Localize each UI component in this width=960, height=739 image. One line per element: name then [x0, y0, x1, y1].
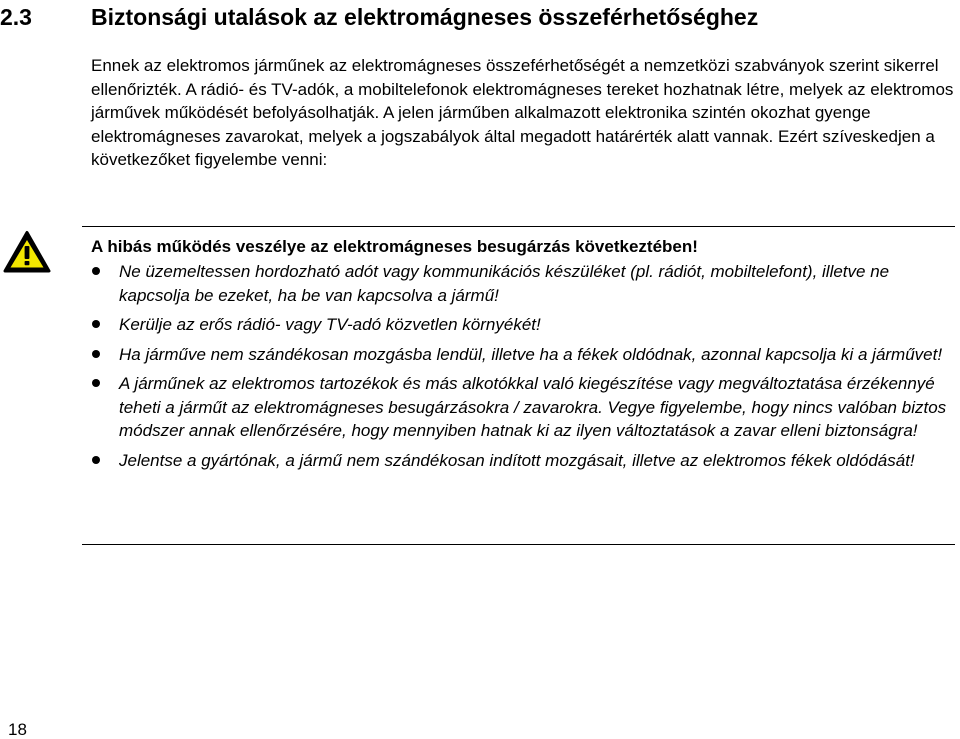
section-number: 2.3: [0, 4, 32, 30]
warning-box: [0, 226, 960, 546]
warning-exclamation-dot: [25, 261, 30, 265]
list-item: Ha járműve nem szándékosan mozgásba lendül, illetve ha a fékek oldódnak, azonnal kapcsolja ki a járművet!: [91, 343, 956, 367]
warning-bullet-list: [91, 260, 956, 472]
warning-heading: A hibás működés veszélye az elektromágneses besugárzás következtében!: [91, 237, 698, 256]
warning-triangle-icon: [3, 230, 51, 274]
list-item: Ne üzemeltessen hordozható adót vagy kommunikációs készüléket (pl. rádiót, mobiltelefont), illetve ne kapcsolja be ezeket, ha be van kapcsolva a jármű!: [91, 260, 956, 307]
warning-rule-top: [82, 226, 955, 227]
page-number: 18: [8, 720, 27, 739]
list-item: A járműnek az elektromos tartozékok és más alkotókkal való kiegészítése vagy megváltoztatása érzékennyé teheti a járműt az elektromágneses besugárzásokra / zavarokra. Vegye figyelembe, hogy nincs valóban biztos módszer annak ellenőrzésére, hogy mennyiben hatnak ki az ilyen változtatások a zavar elleni biztonságra!: [91, 372, 956, 443]
warning-rule-bottom: [82, 544, 955, 545]
list-item: Jelentse a gyártónak, a jármű nem szándékosan indított mozgásait, illetve az elektromos fékek oldódását!: [91, 449, 956, 473]
intro-paragraph: Ennek az elektromos járműnek az elektromágneses összeférhetőségét a nemzetközi szabványok szerint sikerrel ellenőrizték. A rádió- és TV-adók, a mobiltelefonok elektromágneses tereket hozhatnak létre, melyek az elektromos járművek működését befolyásolhatják. A jelen járműben alkalmazott elektronika szintén okozhat gyenge elektromágneses zavarokat, melyek a jogszabályok által megadott határérték alatt vannak. Ezért szíveskedjen a következőket figyelembe venni:: [91, 56, 954, 169]
warning-exclamation-bar: [25, 246, 30, 259]
section-title: Biztonsági utalások az elektromágneses összeférhetőséghez: [91, 4, 759, 30]
list-item: Kerülje az erős rádió- vagy TV-adó közvetlen környékét!: [91, 313, 956, 337]
